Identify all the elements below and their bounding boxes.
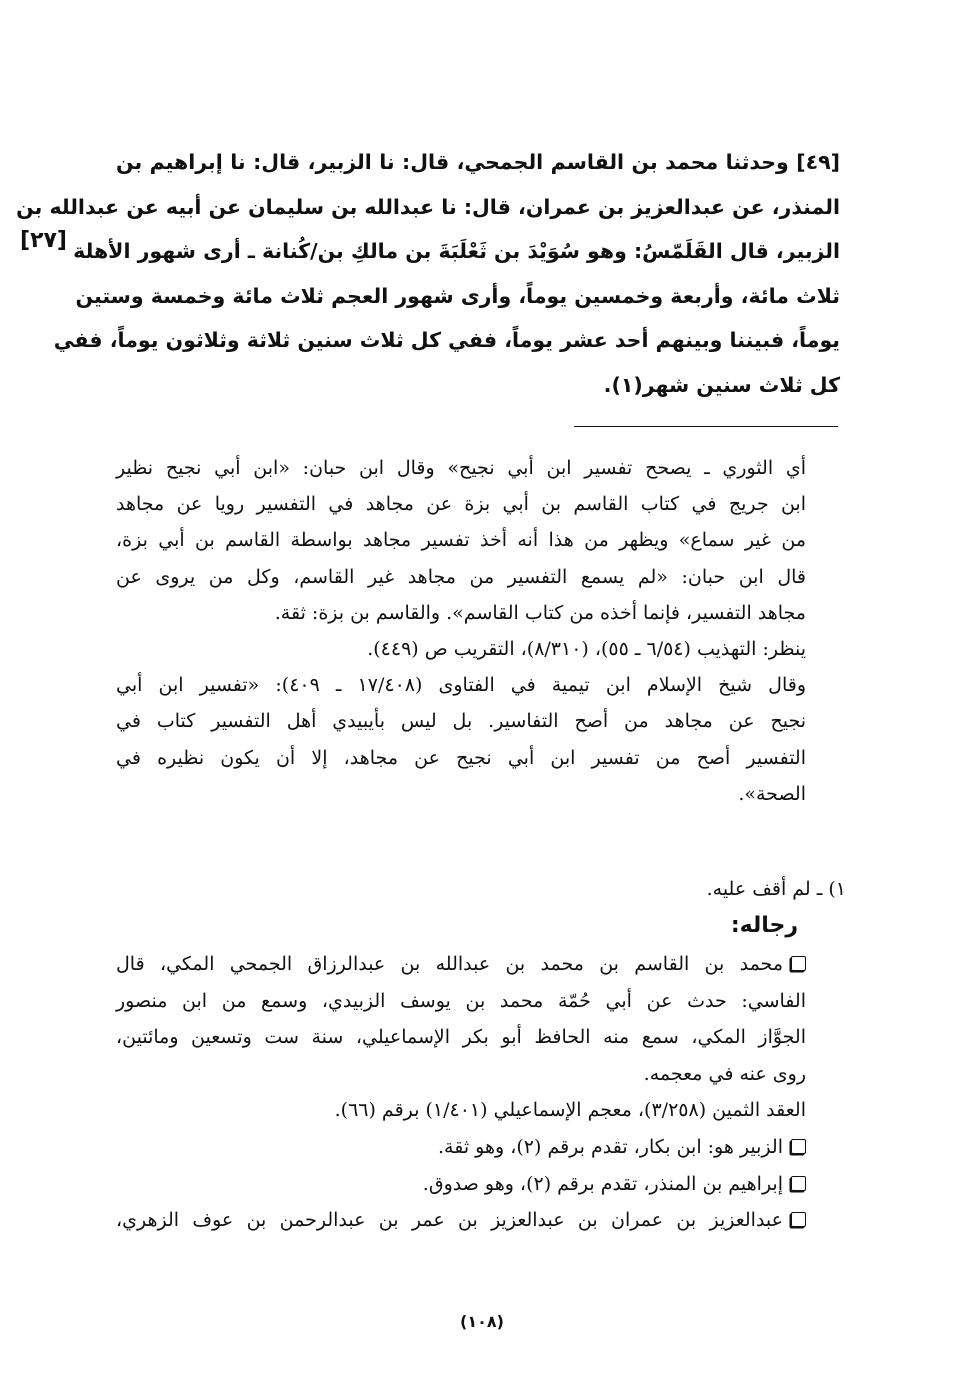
footnote-line: التفسير أصح من تفسير ابن أبي نجيح عن مجاهد، إلا أن يكون نظيره في [116, 746, 806, 769]
hadith-line: [٤٩] وحدثنا محمد بن القاسم الجمحي، قال: نا الزبير، قال: نا إبراهيم بن [116, 150, 840, 174]
footnote-line: قال ابن حبان: «لم يسمع التفسير من مجاهد غير القاسم، وكل من يروى عن [116, 565, 806, 588]
narrator-line: الفاسي: حدث عن أبي حُمّة محمد بن يوسف الزبيدي، وسمع من ابن منصور [116, 989, 806, 1012]
footnote-line: نجيح عن مجاهد من أصح التفاسير. بل ليس بأيبيدي أهل التفسير كتاب في [116, 710, 806, 733]
footnote-line: الصحة». [738, 782, 806, 805]
narrator-text: إبراهيم بن المنذر، تقدم برقم (٢)، وهو صدوق. [422, 1172, 783, 1195]
narrator-line: الجوَّاز المكي، سمع منه الحافظ أبو بكر الإسماعيلي، سنة ست وتسعين ومائتين، [116, 1026, 806, 1049]
footnote-line: وقال شيخ الإسلام ابن تيمية في الفتاوى (١٧/٤٠٨ ـ ٤٠٩): «تفسير ابن أبي [116, 674, 806, 697]
narrator-line [116, 1202, 806, 1239]
narrator-line [116, 1166, 806, 1203]
footnote-line: ينظر: التهذيب (٦/٥٤ ـ ٥٥)، (٨/٣١٠)، التقريب ص (٤٤٩). [367, 637, 806, 660]
hadith-line: يوماً، فبيننا وبينهم أحد عشر يوماً، ففي كل ثلاث سنين ثلاثة وثلاثون يوماً، ففي [53, 328, 840, 352]
narrator-source: العقد الثمين (٣/٢٥٨)، معجم الإسماعيلي (١/٤٠١) برقم (٦٦). [334, 1099, 806, 1122]
narrator-text: عبدالعزيز بن عمران بن عبدالعزيز بن عمر بن عبدالرحمن بن عوف الزهري، [116, 1209, 783, 1232]
hadith-line: المنذر، عن عبدالعزيز بن عمران، قال: نا عبدالله بن سليمان عن أبيه عن عبدالله بن [16, 194, 840, 219]
hadith-line: الزبير، قال القَلَمّسُ: وهو سُوَيْدَ بن ثَعْلَبَةَ بن مالكِ بن/كُنانة ـ أرى شهور الأهلة [73, 239, 840, 263]
checkbox-icon [791, 1139, 806, 1154]
hadith-line: كل ثلاث سنين شهر(١). [603, 372, 840, 397]
footnote-separator [574, 426, 838, 427]
checkbox-icon [791, 1212, 806, 1227]
narrators-section [116, 946, 806, 1239]
narrator-line: روى عنه في معجمه. [643, 1062, 806, 1085]
footnote-1: ١) ـ لم أقف عليه. [706, 878, 846, 900]
footnote-line: مجاهد التفسير، فإنما أخذه من كتاب القاسم». والقاسم بن بزة: ثقة. [274, 601, 806, 624]
footnote-line: من غير سماع» ويظهر من هذا أنه أخذ تفسير مجاهد بواسطة القاسم بن أبي بزة، [116, 529, 806, 552]
page-marker: [٢٧] [20, 228, 67, 253]
footnote-line: ابن جريج في كتاب القاسم بن أبي بزة عن مجاهد في التفسير رويا عن مجاهد [116, 493, 806, 516]
narrator-line [116, 1129, 806, 1166]
narrator-line [116, 946, 806, 983]
footnote-continuation [116, 450, 806, 812]
footnote-line: أي الثوري ـ يصحح تفسير ابن أبي نجيح» وقال ابن حبان: «ابن أبي نجيح نظير [116, 457, 806, 479]
rijal-heading: رجاله: [730, 913, 798, 938]
narrator-text: الزبير هو: ابن بكار، تقدم برقم (٢)، وهو ثقة. [438, 1135, 783, 1158]
narrator-text: محمد بن القاسم بن محمد بن عبدالله بن عبدالرزاق الجمحي المكي، قال [116, 953, 783, 975]
checkbox-icon [791, 1176, 806, 1191]
page-number: (١٠٨) [460, 1312, 504, 1331]
checkbox-icon [791, 956, 806, 971]
hadith-line: ثلاث مائة، وأربعة وخمسين يوماً، وأرى شهور العجم ثلاث مائة وخمسة وستين [75, 283, 840, 308]
